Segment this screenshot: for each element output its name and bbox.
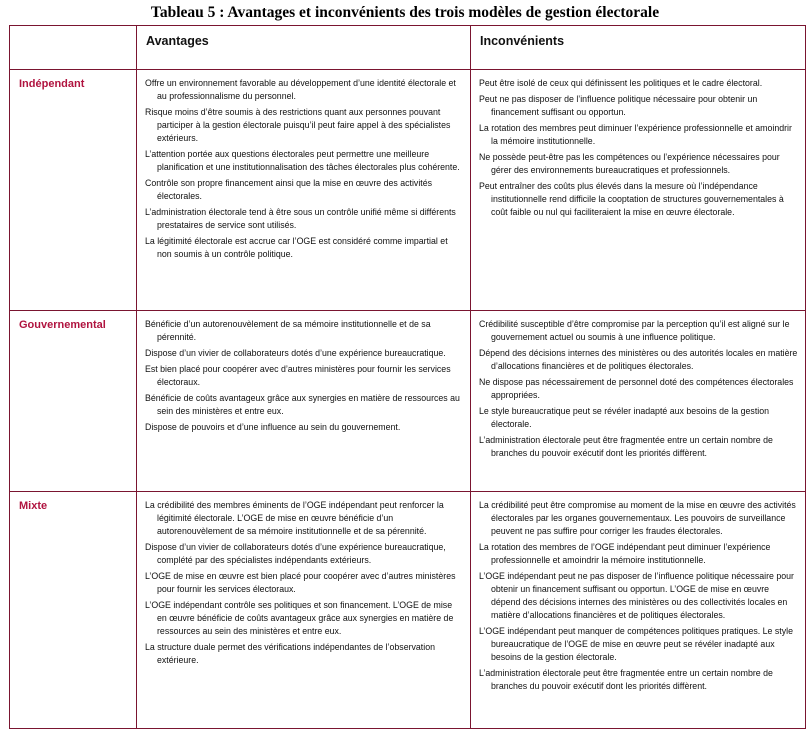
comparison-table bbox=[9, 25, 806, 729]
list-item: La crédibilité des membres éminents de l’OGE indépendant peut renforcer la légitimité électorale. L’OGE de mise en œuvre bénéficie d’un autorenouvèlement de sa mémoire institutionnelle et de sa pérennité. bbox=[145, 500, 444, 536]
list-item: Peut être isolé de ceux qui définissent les politiques et le cadre électoral. bbox=[479, 78, 763, 88]
list-item: Risque moins d’être soumis à des restrictions quant aux personnes pouvant participer à la gestion électorale puisqu’il peut faire appel à des spécialistes extérieurs. bbox=[145, 107, 451, 143]
list-item: Ne possède peut-être pas les compétences ou l’expérience nécessaires pour gérer des environnements bureaucratiques et professionnels. bbox=[479, 152, 780, 175]
list-item: La rotation des membres peut diminuer l’expérience professionnelle et amoindrir la mémoire institutionnelle. bbox=[479, 123, 792, 146]
table-row-mixte bbox=[10, 492, 806, 729]
list-item: Bénéficie d’un autorenouvèlement de sa mémoire institutionnelle et de sa pérennité. bbox=[145, 319, 431, 342]
list-item: L’OGE indépendant contrôle ses politiques et son financement. L’OGE de mise en œuvre bénéficie de coûts avantageux grâce aux synergies en matière de ressources au sein des ministères et entre eux. bbox=[145, 600, 454, 636]
list-item: La crédibilité peut être compromise au moment de la mise en œuvre des activités électorales par les organes gouvernementaux. Les pouvoirs de surveillance peuvent ne pas suffire pour corriger les fraudes électorales. bbox=[479, 500, 796, 536]
list-item: Peut ne pas disposer de l’influence politique nécessaire pour obtenir un financement suffisant ou opportun. bbox=[479, 94, 758, 117]
list-item: Dépend des décisions internes des ministères ou des autorités locales en matière d’allocations financières et de politiques électorales. bbox=[479, 348, 798, 371]
header-row bbox=[10, 26, 806, 70]
list-item: La légitimité électorale est accrue car l’OGE est considéré comme impartial et non soumis à un contrôle politique. bbox=[145, 236, 448, 259]
category-label: Mixte bbox=[19, 500, 48, 512]
category-cell bbox=[10, 492, 137, 729]
avantages-list bbox=[137, 492, 470, 667]
list-item: L’OGE indépendant peut manquer de compétences politiques pratiques. Le style bureaucratique de l’OGE de mise en œuvre peut se révéler inadapté aux besoins de la gestion électorale. bbox=[479, 626, 793, 662]
inconvenients-cell bbox=[471, 492, 806, 729]
list-item: Crédibilité susceptible d’être compromise par la perception qu’il est aligné sur le gouvernement actuel ou soumis à une influence politique. bbox=[479, 319, 790, 342]
list-item: Offre un environnement favorable au développement d’une identité électorale et au professionnalisme du personnel. bbox=[145, 78, 456, 101]
category-label: Indépendant bbox=[19, 78, 85, 90]
category-cell bbox=[10, 311, 137, 492]
list-item: Peut entraîner des coûts plus élevés dans la mesure où l’indépendance institutionnelle rend difficile la cooptation de structures gouvernementales à coût faible ou nul qui faciliteraient la mise en œuvre électorale. bbox=[479, 181, 784, 217]
list-item: Le style bureaucratique peut se révéler inadapté aux besoins de la gestion électorale. bbox=[479, 406, 770, 429]
list-item: Contrôle son propre financement ainsi que la mise en œuvre des activités électorales. bbox=[145, 178, 433, 201]
inconvenients-cell bbox=[471, 311, 806, 492]
list-item: La rotation des membres de l’OGE indépendant peut diminuer l’expérience professionnelle et amoindrir la mémoire institutionnelle. bbox=[479, 542, 771, 565]
list-item: Dispose d’un vivier de collaborateurs dotés d’une expérience bureaucratique. bbox=[145, 348, 446, 358]
list-item: La structure duale permet des vérifications indépendantes de l’observation extérieure. bbox=[145, 642, 435, 665]
avantages-list bbox=[137, 70, 470, 261]
list-item: L’administration électorale tend à être sous un contrôle unifié même si différents prestataires de service sont utilisés. bbox=[145, 207, 456, 230]
list-item: Dispose de pouvoirs et d’une influence au sein du gouvernement. bbox=[145, 422, 401, 432]
inconvenients-cell bbox=[471, 70, 806, 311]
category-cell bbox=[10, 70, 137, 311]
inconvenients-list bbox=[471, 311, 805, 460]
list-item: Bénéficie de coûts avantageux grâce aux synergies en matière de ressources au sein des ministères et entre eux. bbox=[145, 393, 460, 416]
list-item: L’administration électorale peut être fragmentée entre un certain nombre de branches du pouvoir exécutif dont les priorités diffèrent. bbox=[479, 435, 773, 458]
avantages-cell bbox=[137, 70, 471, 311]
table-row-gouvernemental bbox=[10, 311, 806, 492]
inconvenients-list bbox=[471, 70, 805, 219]
inconvenients-list bbox=[471, 492, 805, 693]
table-row-independant bbox=[10, 70, 806, 311]
list-item: L’attention portée aux questions électorales peut permettre une meilleure planification et une institutionnalisation des tâches électorales plus cohérente. bbox=[145, 149, 460, 172]
list-item: Dispose d’un vivier de collaborateurs dotés d’une expérience bureaucratique, complété par des spécialistes indépendants extérieurs. bbox=[145, 542, 446, 565]
list-item: L’OGE de mise en œuvre est bien placé pour coopérer avec d’autres ministères pour fournir les services électoraux. bbox=[145, 571, 456, 594]
header-avantages: Avantages bbox=[137, 26, 471, 70]
header-inconvenients: Inconvénients bbox=[471, 26, 806, 70]
category-label: Gouvernemental bbox=[19, 319, 106, 331]
list-item: L’administration électorale peut être fragmentée entre un certain nombre de branches du pouvoir exécutif dont les priorités diffèrent. bbox=[479, 668, 773, 691]
header-blank-cell bbox=[10, 26, 137, 70]
list-item: Est bien placé pour coopérer avec d’autres ministères pour fournir les services électoraux. bbox=[145, 364, 451, 387]
list-item: L’OGE indépendant peut ne pas disposer de l’influence politique nécessaire pour obtenir un financement suffisant ou opportun. L’OGE de mise en œuvre dépend des décisions internes des ministères ou des collectivités locales en matière d’allocations financières et de politiques électorales. bbox=[479, 571, 794, 620]
avantages-list bbox=[137, 311, 470, 434]
avantages-cell bbox=[137, 311, 471, 492]
table-title: Tableau 5 : Avantages et inconvénients des trois modèles de gestion électorale bbox=[150, 4, 660, 21]
avantages-cell bbox=[137, 492, 471, 729]
list-item: Ne dispose pas nécessairement de personnel doté des compétences électorales appropriées. bbox=[479, 377, 794, 400]
